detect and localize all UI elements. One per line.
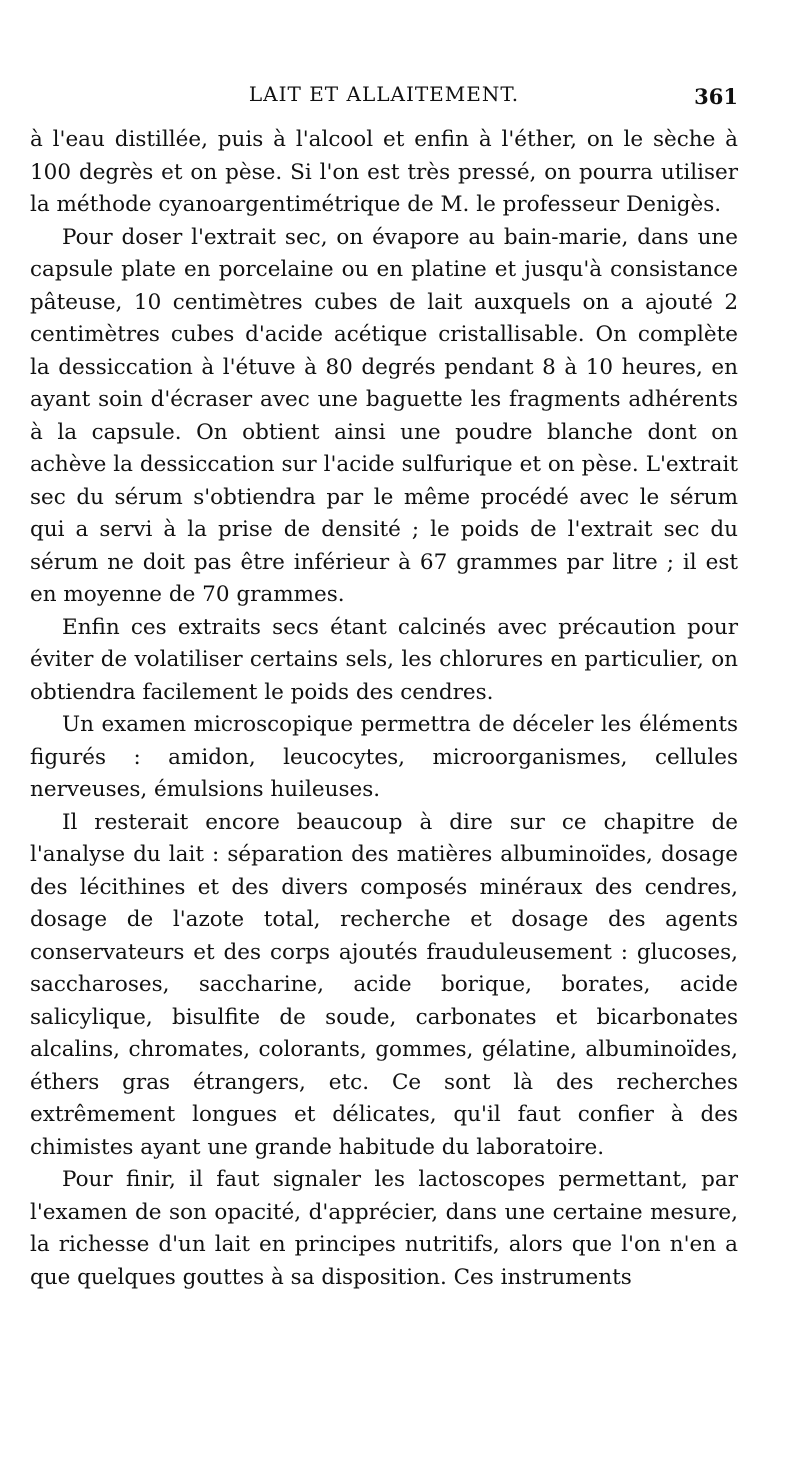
book-page <box>30 80 738 1294</box>
page-number: 361 <box>694 84 738 109</box>
paragraph-extrait-sec: Pour doser l'extrait sec, on évapore au bain-marie, dans une capsule plate en porcelaine ou en platine et jusqu'à consistance pâteuse, 10 centimètres cubes de lait auxquels on a ajouté 2 centimètres cubes d'acide acétique cristallisable. On complète la dessiccation à l'étuve à 80 degrés pendant 8 à 10 heures, en ayant soin d'écraser avec une baguette les fragments adhérents à la capsule. On obtient ainsi une poudre blanche dont on achève la dessiccation sur l'acide sulfurique et on pèse. L'extrait sec du sérum s'obtiendra par le même procédé avec le sérum qui a servi à la prise de densité ; le poids de l'extrait sec du sérum ne doit pas être inférieur à 67 grammes par litre ; il est en moyenne de 70 grammes. <box>30 224 738 607</box>
running-title: LAIT ET ALLAITEMENT. <box>248 82 520 106</box>
paragraph-continuation: à l'eau distillée, puis à l'alcool et enfin à l'éther, on le sèche à 100 degrès et on pèse. Si l'on est très pressé, on pourra utiliser la méthode cyanoargentimétrique de M. le professeur Denigès. <box>30 127 738 217</box>
running-header <box>30 80 738 120</box>
paragraph-analyse-du-lait: Il resterait encore beaucoup à dire sur ce chapitre de l'analyse du lait : séparation des matières albuminoïdes, dosage des lécithines et des divers composés minéraux des cendres, dosage de l'azote total, recherche et dosage des agents conservateurs et des corps ajoutés frauduleusement : glucoses, saccharoses, saccharine, acide borique, borates, acide salicylique, bisulfite de soude, carbonates et bicarbonates alcalins, chromates, colorants, gommes, gélatine, albuminoïdes, éthers gras étrangers, etc. Ce sont là des recherches extrêmement longues et délicates, qu'il faut confier à des chimistes ayant une grande habitude du laboratoire. <box>30 809 738 1160</box>
paragraph-cendres: Enfin ces extraits secs étant calcinés avec précaution pour éviter de volatiliser certains sels, les chlorures en particulier, on obtiendra facilement le poids des cendres. <box>30 614 738 705</box>
paragraph-examen-microscopique: Un examen microscopique permettra de déceler les éléments figurés : amidon, leucocytes, microorganismes, cellules nerveuses, émulsions huileuses. <box>30 712 738 802</box>
body-text <box>30 124 738 1294</box>
paragraph-lactoscopes: Pour finir, il faut signaler les lactoscopes permettant, par l'examen de son opacité, d'apprécier, dans une certaine mesure, la richesse d'un lait en principes nutritifs, alors que l'on n'en a que quelques gouttes à sa disposition. Ces instruments <box>30 1167 738 1290</box>
